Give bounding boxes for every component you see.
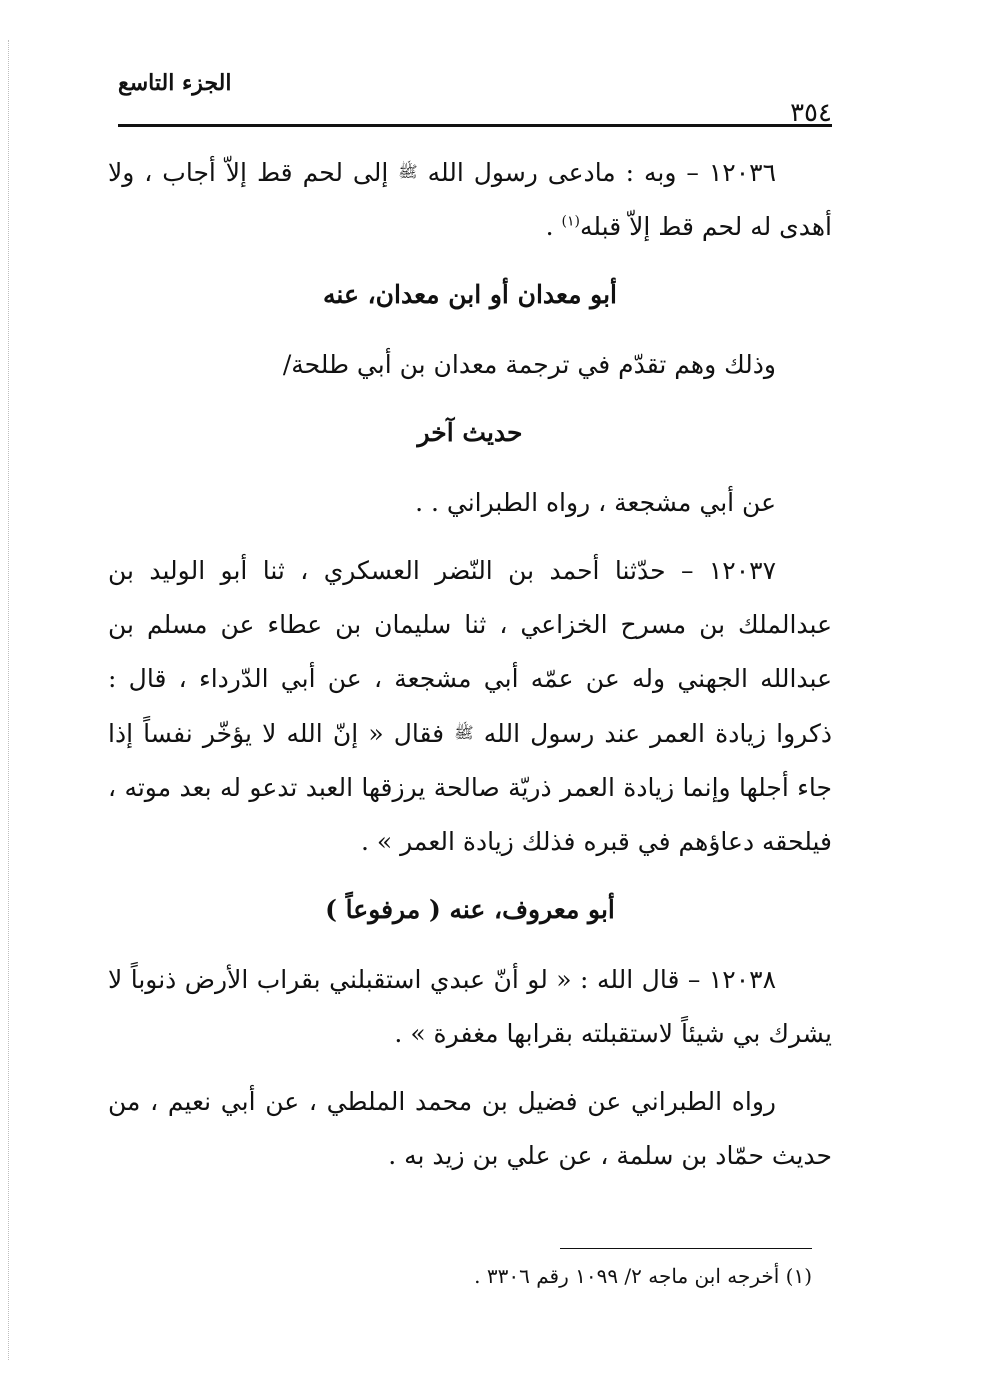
page-number: ٣٥٤ (790, 98, 832, 128)
footnote-1: (١) أخرجه ابن ماجه ٢/ ١٠٩٩ رقم ٣٣٠٦ . (474, 1264, 812, 1288)
hadith-12038: ١٢٠٣٨ – قال الله : « لو أنّ عبدي استقبلني بقراب الأرض ذنوباً لا يشرك بي شيئاً لاستقبلته بقرابها مغفرة » . (108, 965, 832, 1048)
page-header (118, 60, 832, 130)
section-heading-abu-maruf: أبو معروف، عنه ( مرفوعاً ) (325, 895, 615, 924)
hadith-12037-matn: فقال « إنّ الله لا يؤخّر نفساً إذا جاء أجلها وإنما زيادة العمر ذريّة صالحة يرزقها العبد تدعو له بعد موته ، فيلحقه دعاؤهم في قبره فذلك زيادة العمر » . (108, 719, 832, 856)
salla-symbol: ﷺ (454, 723, 474, 742)
footnote-rule (560, 1248, 812, 1249)
hadith-12036 (108, 145, 832, 254)
narration-intro: عن أبي مشجعة ، رواه الطبراني . . (415, 488, 776, 517)
section-heading-another-hadith: حديث آخر (417, 418, 523, 447)
header-rule (118, 124, 832, 127)
hadith-12037 (108, 544, 832, 869)
hadith-12036-text-rest: إلى لحم قط إلاّ أجاب ، ولا أهدى له لحم قط إلاّ قبله (108, 158, 832, 241)
hadith-12036-end: . (545, 212, 562, 241)
source-paragraph: رواه الطبراني عن فضيل بن محمد الملطي ، عن أبي نعيم ، من حديث حمّاد بن سلمة ، عن علي بن زيد به . (108, 1087, 832, 1170)
section-heading-abu-madan: أبو معدان أو ابن معدان، عنه (323, 280, 617, 309)
running-title: الجزء التاسع (118, 70, 232, 96)
hadith-12036-text-start: ١٢٠٣٦ – وبه : مادعى رسول الله (427, 158, 776, 187)
scan-margin-line (8, 40, 9, 1360)
footnote-ref[interactable]: (١) (561, 213, 580, 230)
page-body (108, 145, 832, 1197)
note-paragraph: وذلك وهم تقدّم في ترجمة معدان بن أبي طلحة/ (282, 350, 776, 379)
salla-symbol: ﷺ (398, 162, 418, 181)
hadith-12037-isnad: ١٢٠٣٧ – حدّثنا أحمد بن النّضر العسكري ، ثنا أبو الوليد بن عبدالملك بن مسرح الخزاعي ، ثنا سليمان بن عطاء عن مسلم بن عبدالله الجهني وله عن عمّه أبي مشجعة ، عن أبي الدّرداء ، قال : ذكروا زيادة العمر عند رسول الله (108, 556, 833, 748)
